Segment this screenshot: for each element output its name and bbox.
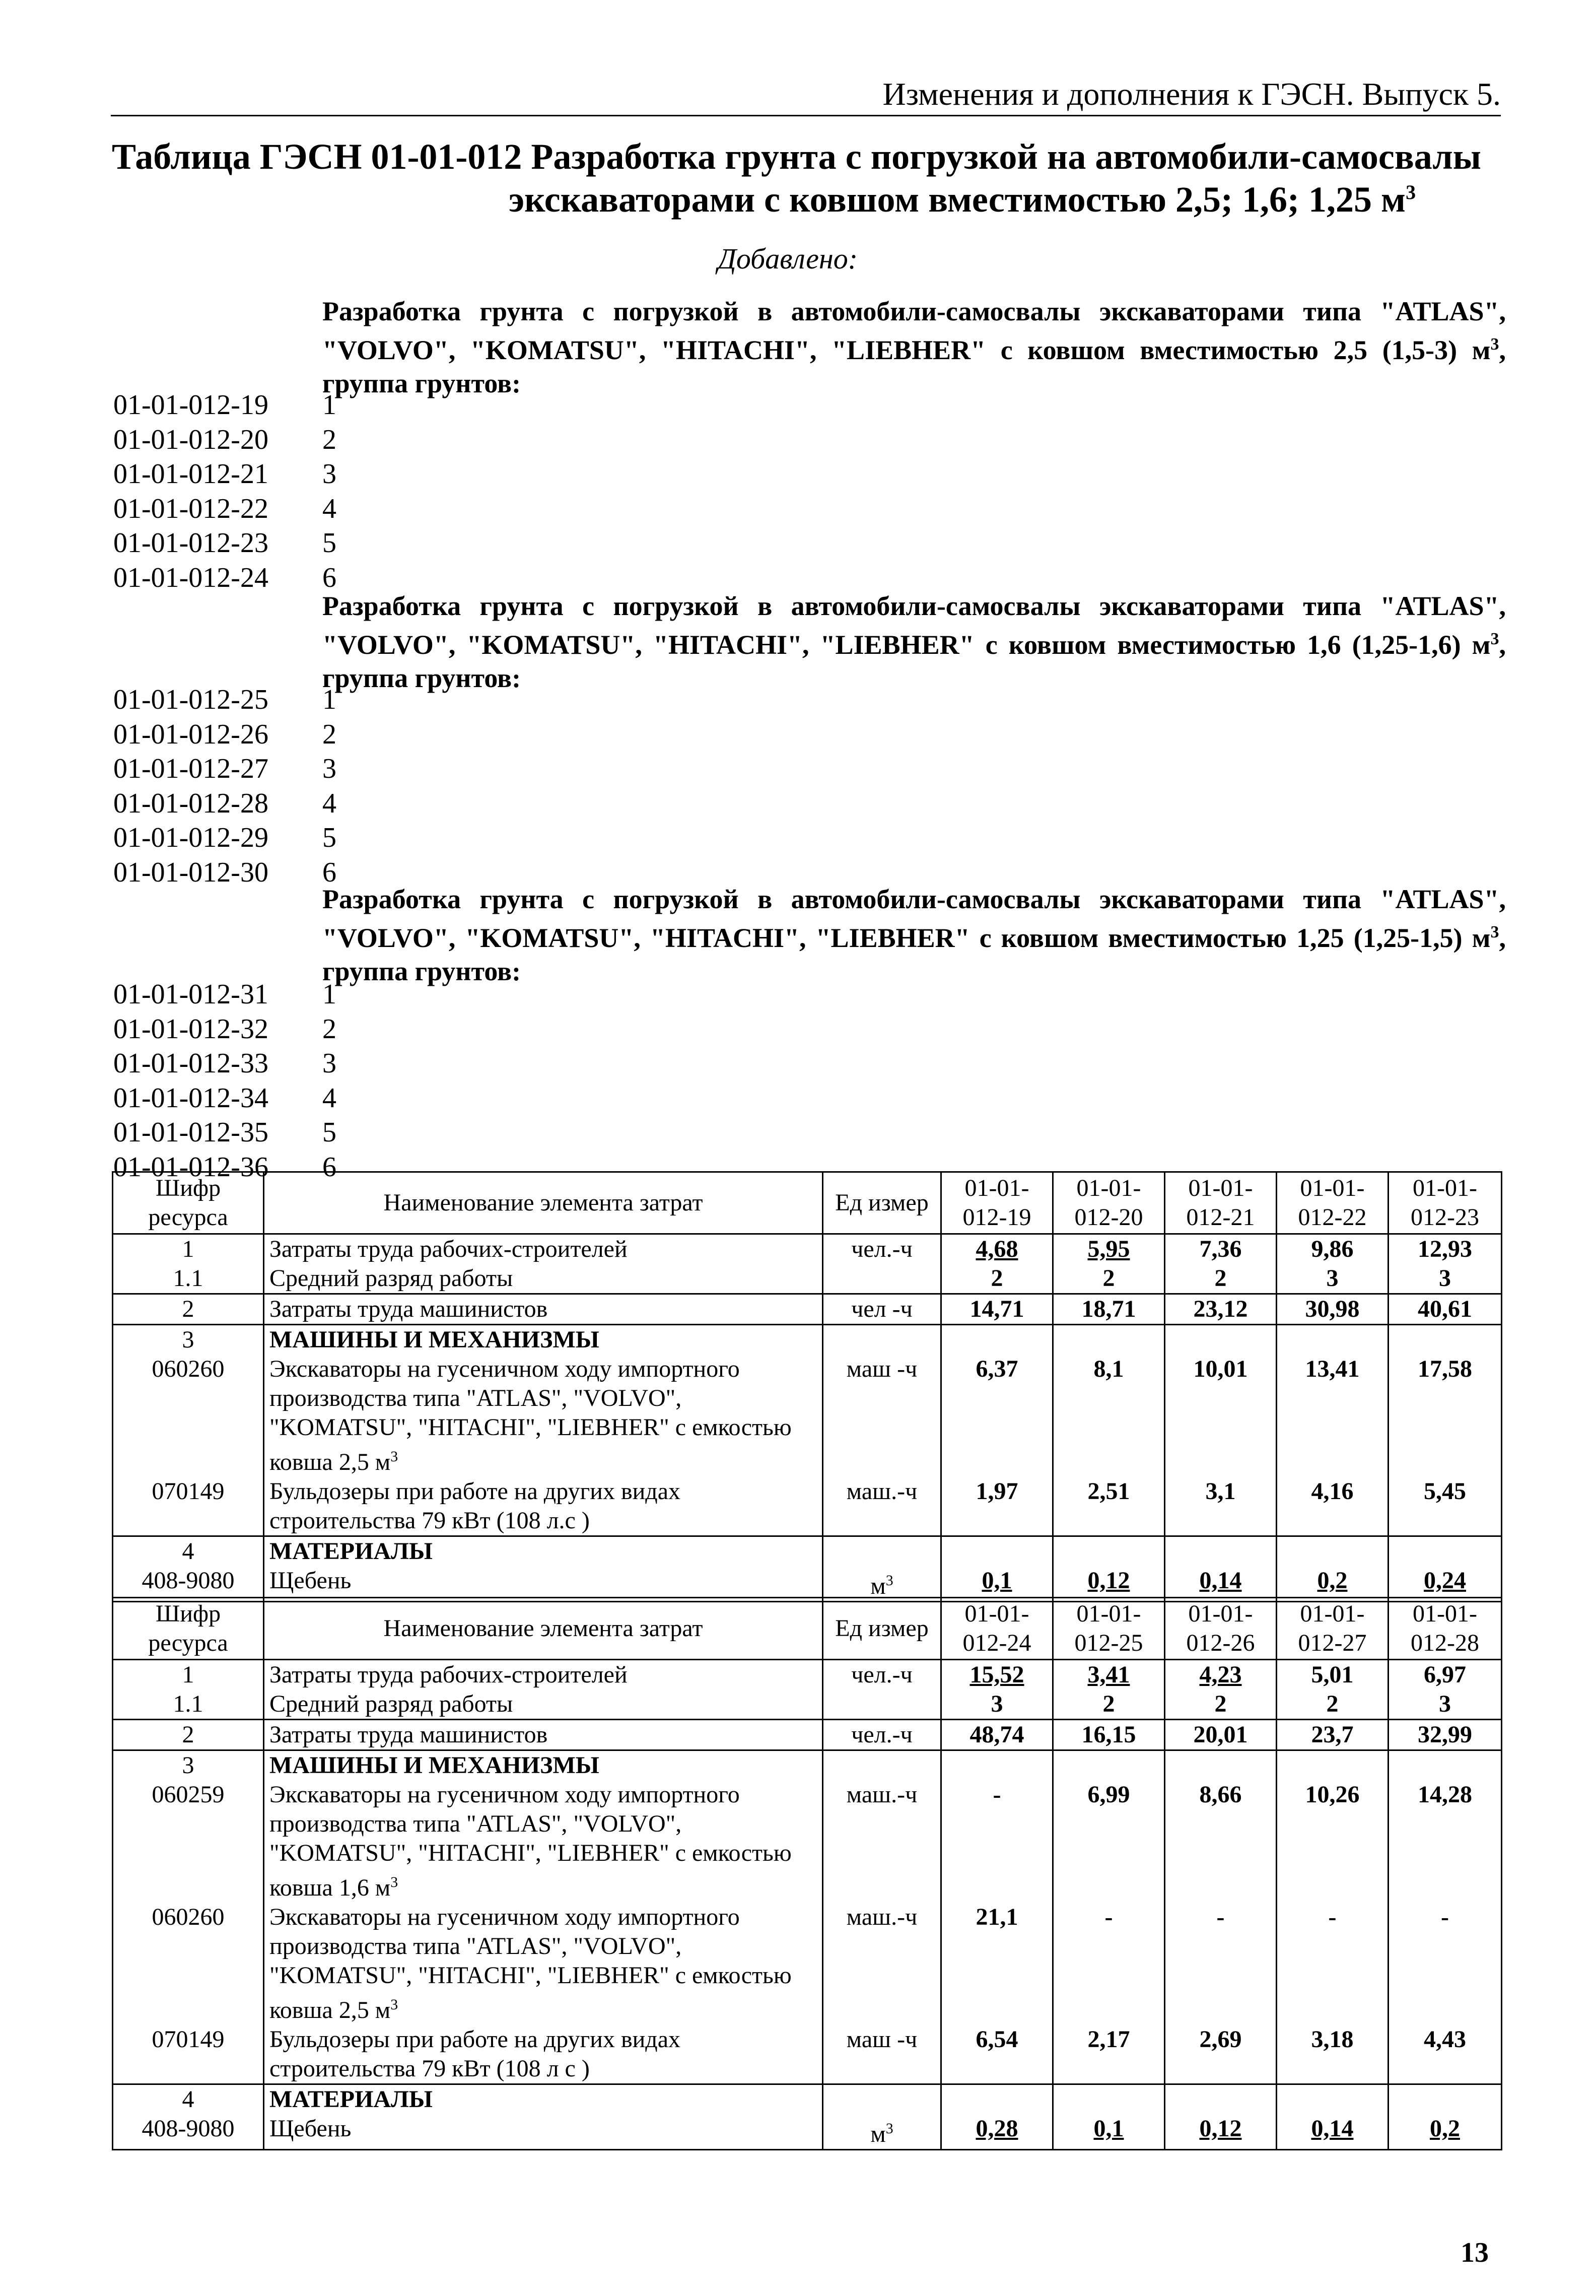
cell-value: 0,1: [1053, 2114, 1165, 2150]
cell-code: 060259: [113, 1780, 264, 1903]
table-header-row: [113, 1172, 1502, 1234]
code-row: 01-01-012-19 1: [113, 389, 336, 421]
cell-value: 3: [1389, 1264, 1502, 1294]
cell-name: Бульдозеры при работе на других видах строительства 79 кВт (108 л.с ): [264, 1477, 823, 1536]
cell-value: -: [1053, 1903, 1165, 2025]
cell-unit: маш -ч: [823, 1355, 941, 1477]
cell-value: 6,37: [941, 1355, 1053, 1477]
code-row: 01-01-012-36 6: [113, 1151, 336, 1183]
table-title-line-2: экскаваторами с ковшом вместимостью 2,5; 1,6; 1,25 $м^3$: [509, 179, 1416, 220]
table-header-row: [113, 1598, 1502, 1660]
cell-value: 3: [1277, 1264, 1389, 1294]
cell-unit: $м^3$: [823, 2114, 941, 2150]
resource-table-1: [112, 1171, 1502, 1602]
table-row: [113, 1234, 1502, 1264]
cell-unit: маш.-ч: [823, 1780, 941, 1903]
table-row: [113, 2114, 1502, 2150]
cell-name: Экскаваторы на гусеничном ходу импортного производства типа "ATLAS", "VOLVO", "KOMATSU", "HITACHI", "LIEBHER" с емкостью ковша 2,5 $м^3$: [264, 1903, 823, 2025]
col-header-norm: 01-01- 012-24: [941, 1598, 1053, 1660]
cell-unit: чел.-ч: [823, 1660, 941, 1690]
code-row: 01-01-012-24 6: [113, 562, 336, 593]
cell-code: 070149: [113, 2025, 264, 2084]
cell-unit: чел.-ч: [823, 1720, 941, 1750]
cell-value: 2: [1053, 1264, 1165, 1294]
cell-unit: маш.-ч: [823, 1477, 941, 1536]
cell-code: 2: [113, 1720, 264, 1750]
col-header-norm: 01-01- 012-27: [1277, 1598, 1389, 1660]
code-row: 01-01-012-23 5: [113, 527, 336, 559]
cell-value: 5,01: [1277, 1660, 1389, 1690]
cell-value: 30,98: [1277, 1294, 1389, 1325]
cell-code: 1: [113, 1234, 264, 1264]
cell-name: Щебень: [264, 1566, 823, 1602]
cell-name: Затраты труда рабочих-строителей: [264, 1660, 823, 1690]
cell-value: 5,45: [1389, 1477, 1502, 1536]
cell-value: 3,18: [1277, 2025, 1389, 2084]
table-row: [113, 1720, 1502, 1750]
cell-name: Бульдозеры при работе на других видах строительства 79 кВт (108 л с ): [264, 2025, 823, 2084]
cell-value: 2: [1053, 1690, 1165, 1720]
col-header-norm: 01-01- 012-21: [1165, 1172, 1277, 1234]
cell-code: 060260: [113, 1355, 264, 1477]
code-row: 01-01-012-29 5: [113, 822, 336, 853]
cell-value: 3: [1389, 1690, 1502, 1720]
cell-value: 13,41: [1277, 1355, 1389, 1477]
table-row: [113, 1780, 1502, 1903]
table-row: [113, 1750, 1502, 1781]
group-2-code-list: [113, 683, 336, 890]
cell-value: 2,17: [1053, 2025, 1165, 2084]
cell-value: 23,7: [1277, 1720, 1389, 1750]
cell-value: 0,12: [1165, 2114, 1277, 2150]
cell-code: 4: [113, 2084, 264, 2115]
cell-name: Средний разряд работы: [264, 1264, 823, 1294]
cell-value: -: [941, 1780, 1053, 1903]
cell-value: 20,01: [1165, 1720, 1277, 1750]
added-label: Добавлено:: [718, 242, 858, 275]
group-1-code-list: [113, 388, 336, 595]
col-header-name: Наименование элемента затрат: [264, 1172, 823, 1234]
code-row: 01-01-012-34 4: [113, 1082, 336, 1114]
cell-value: 48,74: [941, 1720, 1053, 1750]
cell-name: МАТЕРИАЛЫ: [264, 1536, 823, 1567]
col-header-norm: 01-01- 012-20: [1053, 1172, 1165, 1234]
cell-value: 0,12: [1053, 1566, 1165, 1602]
cell-code: 1.1: [113, 1264, 264, 1294]
cell-value: 6,99: [1053, 1780, 1165, 1903]
table-row: [113, 2084, 1502, 2115]
cell-value: 2: [1165, 1690, 1277, 1720]
cell-value: 0,1: [941, 1566, 1053, 1602]
table-row: [113, 1264, 1502, 1294]
cell-value: 0,14: [1165, 1566, 1277, 1602]
cell-value: 3: [941, 1690, 1053, 1720]
cell-value: 32,99: [1389, 1720, 1502, 1750]
cell-unit: маш.-ч: [823, 1903, 941, 2025]
cell-value: 3,1: [1165, 1477, 1277, 1536]
cell-value: 12,93: [1389, 1234, 1502, 1264]
cell-value: 15,52: [941, 1660, 1053, 1690]
cell-value: 0,2: [1389, 2114, 1502, 2150]
col-header-norm: 01-01- 012-23: [1389, 1172, 1502, 1234]
cell-value: 7,36: [1165, 1234, 1277, 1264]
cell-value: 2,69: [1165, 2025, 1277, 2084]
cell-value: 3,41: [1053, 1660, 1165, 1690]
cell-value: 18,71: [1053, 1294, 1165, 1325]
cell-unit: маш -ч: [823, 2025, 941, 2084]
cell-value: 0,2: [1277, 1566, 1389, 1602]
cell-value: 2: [941, 1264, 1053, 1294]
cell-code: 1.1: [113, 1690, 264, 1720]
cell-name: Затраты труда машинистов: [264, 1720, 823, 1750]
code-row: 01-01-012-21 3: [113, 458, 336, 490]
code-row: 01-01-012-27 3: [113, 753, 336, 784]
cell-value: 4,16: [1277, 1477, 1389, 1536]
col-header-norm: 01-01- 012-28: [1389, 1598, 1502, 1660]
cell-value: 5,95: [1053, 1234, 1165, 1264]
group-3-code-list: [113, 977, 336, 1184]
group-1-description: Разработка грунта с погрузкой в автомобили-самосвалы экскаваторами типа "ATLAS", "VOLVO", "KOMATSU", "HITACHI", "LIEBHER" с ковшом вместимостью 2,5 (1,5-3) $м^3$, группа грунтов:: [322, 296, 1506, 398]
code-row: 01-01-012-28 4: [113, 787, 336, 819]
cell-unit: [823, 1264, 941, 1294]
cell-value: -: [1165, 1903, 1277, 2025]
cell-value: 2,51: [1053, 1477, 1165, 1536]
cell-value: 4,43: [1389, 2025, 1502, 2084]
code-row: 01-01-012-26 2: [113, 718, 336, 750]
code-row: 01-01-012-32 2: [113, 1013, 336, 1045]
cell-code: 1: [113, 1660, 264, 1690]
cell-name: Экскаваторы на гусеничном ходу импортного производства типа "ATLAS", "VOLVO", "KOMATSU", "HITACHI", "LIEBHER" с емкостью ковша 2,5 $м^3$: [264, 1355, 823, 1477]
cell-value: 10,01: [1165, 1355, 1277, 1477]
cell-value: 23,12: [1165, 1294, 1277, 1325]
code-row: 01-01-012-30 6: [113, 856, 336, 888]
cell-name: МАТЕРИАЛЫ: [264, 2084, 823, 2115]
table-row: [113, 1660, 1502, 1690]
cell-code: 070149: [113, 1477, 264, 1536]
table-row: [113, 1536, 1502, 1567]
cell-value: 1,97: [941, 1477, 1053, 1536]
table-row: [113, 1690, 1502, 1720]
code-row: 01-01-012-22 4: [113, 493, 336, 524]
cell-unit: $м^3$: [823, 1566, 941, 1602]
table-row: [113, 1903, 1502, 2025]
cell-code: 060260: [113, 1903, 264, 2025]
cell-value: 6,54: [941, 2025, 1053, 2084]
cell-value: -: [1389, 1903, 1502, 2025]
cell-name: Экскаваторы на гусеничном ходу импортного производства типа "ATLAS", "VOLVO", "KOMATSU", "HITACHI", "LIEBHER" с емкостью ковша 1,6 $м^3$: [264, 1780, 823, 1903]
group-2-description: Разработка грунта с погрузкой в автомобили-самосвалы экскаваторами типа "ATLAS", "VOLVO", "KOMATSU", "HITACHI", "LIEBHER" с ковшом вместимостью 1,6 (1,25-1,6) $м^3$, группа грунтов:: [322, 591, 1506, 693]
table-row: [113, 1477, 1502, 1536]
cell-unit: чел.-ч: [823, 1234, 941, 1264]
cell-value: 40,61: [1389, 1294, 1502, 1325]
code-row: 01-01-012-31 1: [113, 979, 336, 1010]
page-number: 13: [1461, 2237, 1489, 2268]
col-header-unit: Ед измер: [823, 1598, 941, 1660]
cell-value: 17,58: [1389, 1355, 1502, 1477]
code-row: 01-01-012-35 5: [113, 1117, 336, 1148]
group-3-description: Разработка грунта с погрузкой в автомобили-самосвалы экскаваторами типа "ATLAS", "VOLVO", "KOMATSU", "HITACHI", "LIEBHER" с ковшом вместимостью 1,25 (1,25-1,5) $м^3$, группа грунтов:: [322, 884, 1506, 986]
table-row: [113, 1566, 1502, 1602]
cell-name: МАШИНЫ И МЕХАНИЗМЫ: [264, 1750, 823, 1781]
cell-value: 2: [1165, 1264, 1277, 1294]
table-row: [113, 2025, 1502, 2084]
col-header-name: Наименование элемента затрат: [264, 1598, 823, 1660]
code-row: 01-01-012-20 2: [113, 424, 336, 455]
cell-unit: чел -ч: [823, 1294, 941, 1325]
cell-value: 0,14: [1277, 2114, 1389, 2150]
cell-name: Щебень: [264, 2114, 823, 2150]
cell-value: 9,86: [1277, 1234, 1389, 1264]
cell-name: Затраты труда машинистов: [264, 1294, 823, 1325]
cell-value: 10,26: [1277, 1780, 1389, 1903]
table-row: [113, 1294, 1502, 1325]
cell-value: 6,97: [1389, 1660, 1502, 1690]
cell-value: 8,1: [1053, 1355, 1165, 1477]
cell-name: МАШИНЫ И МЕХАНИЗМЫ: [264, 1325, 823, 1355]
table-row: [113, 1325, 1502, 1355]
col-header-code: Шифр ресурса: [113, 1598, 264, 1660]
cell-value: 2: [1277, 1690, 1389, 1720]
cell-value: 4,23: [1165, 1660, 1277, 1690]
code-row: 01-01-012-33 3: [113, 1048, 336, 1079]
resource-table-2: [112, 1597, 1502, 2150]
col-header-norm: 01-01- 012-26: [1165, 1598, 1277, 1660]
cell-value: 14,28: [1389, 1780, 1502, 1903]
cell-code: 2: [113, 1294, 264, 1325]
cell-code: 408-9080: [113, 1566, 264, 1602]
cell-code: 4: [113, 1536, 264, 1567]
table-title-line-1: Таблица ГЭСН 01-01-012 Разработка грунта с погрузкой на автомобили-самосвалы: [112, 137, 1481, 177]
cell-code: 3: [113, 1750, 264, 1781]
cell-code: 408-9080: [113, 2114, 264, 2150]
col-header-unit: Ед измер: [823, 1172, 941, 1234]
cell-value: 21,1: [941, 1903, 1053, 2025]
code-row: 01-01-012-25 1: [113, 684, 336, 715]
cell-name: Средний разряд работы: [264, 1690, 823, 1720]
cell-value: -: [1277, 1903, 1389, 2025]
table-row: [113, 1355, 1502, 1477]
col-header-norm: 01-01- 012-19: [941, 1172, 1053, 1234]
cell-name: Затраты труда рабочих-строителей: [264, 1234, 823, 1264]
cell-value: 4,68: [941, 1234, 1053, 1264]
cell-value: 14,71: [941, 1294, 1053, 1325]
cell-value: 0,24: [1389, 1566, 1502, 1602]
cell-value: 16,15: [1053, 1720, 1165, 1750]
cell-value: 0,28: [941, 2114, 1053, 2150]
cell-unit: [823, 1690, 941, 1720]
cell-code: 3: [113, 1325, 264, 1355]
col-header-code: Шифр ресурса: [113, 1172, 264, 1234]
cell-value: 8,66: [1165, 1780, 1277, 1903]
col-header-norm: 01-01- 012-22: [1277, 1172, 1389, 1234]
running-header: Изменения и дополнения к ГЭСН. Выпуск 5.: [111, 76, 1501, 116]
col-header-norm: 01-01- 012-25: [1053, 1598, 1165, 1660]
